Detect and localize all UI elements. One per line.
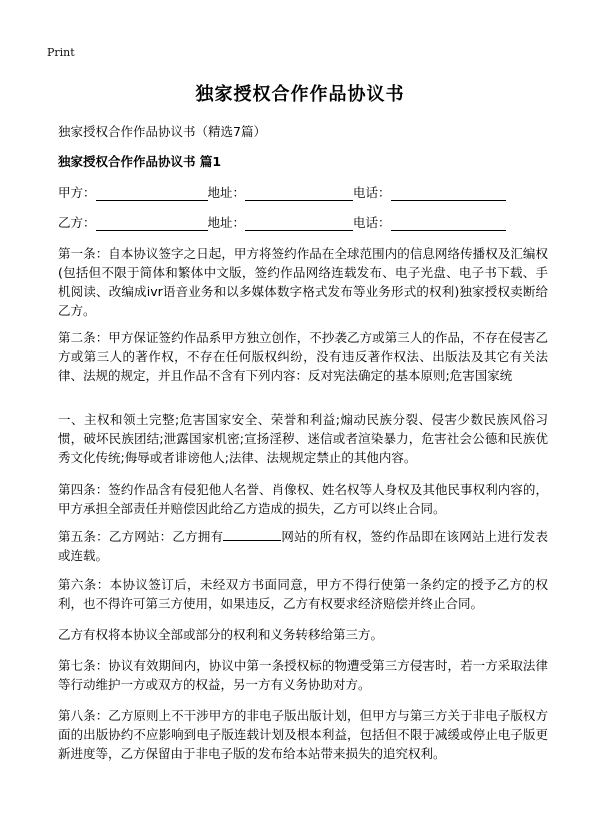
print-link[interactable]: Print bbox=[47, 46, 75, 59]
party-a-label: 甲方： bbox=[58, 185, 96, 200]
clause-5-text-before: 第五条：乙方网站：乙方拥有 bbox=[58, 529, 224, 544]
transfer-clause: 乙方有权将本协议全部或部分的权利和义务转移给第三方。 bbox=[58, 627, 384, 642]
clause-8: 第八条：乙方原则上不干涉甲方的非电子版出版计划，但甲方与第三方关于非电子版权方面的出版协约不应影响到电子版连载计划及根本利益，包括但不限于减缓或停止电子版更新进度等，乙方保留由于非电子版的发布给本站带来损失的追究权利。 bbox=[58, 708, 548, 761]
clause-6: 第六条：本协议签订后，未经双方书面同意，甲方不得行使第一条约定的授予乙方的权利，也不得许可第三方使用，如果违反，乙方有权要求经济赔偿并终止合同。 bbox=[58, 577, 548, 611]
party-b-phone-blank bbox=[391, 216, 506, 231]
party-b-name-blank bbox=[96, 216, 208, 231]
party-a-address-label: 地址： bbox=[207, 185, 246, 200]
clause-1: 第一条：自本协议签字之日起，甲方将签约作品在全球范围内的信息网络传播权及汇编权(包括但不限于简体和繁体中文版，签约作品网络连载发布、电子光盘、电子书下载、手机阅读、改编成ivr语音业务和以多媒体数字格式发布等业务形式的权利)独家授权卖断给乙方。 bbox=[58, 246, 548, 318]
party-a-phone-label: 电话： bbox=[353, 185, 391, 200]
clause-5-text-after: 网站的所有权，签约作品即在该网站上进行发表或连载。 bbox=[58, 529, 548, 563]
party-a-name-blank bbox=[96, 186, 208, 201]
party-b-phone-label: 电话： bbox=[353, 215, 391, 230]
clause-3: 一、主权和领土完整;危害国家安全、荣誉和利益;煽动民族分裂、侵害少数民族风俗习惯，破坏民族团结;泄露国家机密;宣扬淫秽、迷信或者渲染暴力，危害社会公德和民族优秀文化传统;侮辱或者诽谤他人;法律、法规规定禁止的其他内容。 bbox=[58, 412, 548, 465]
party-a-phone-blank bbox=[391, 186, 506, 201]
clause-4: 第四条：签约作品含有侵犯他人名誉、肖像权、姓名权等人身权及其他民事权利内容的，甲方承担全部责任并赔偿因此给乙方造成的损失，乙方可以终止合同。 bbox=[58, 482, 548, 516]
clause-2: 第二条：甲方保证签约作品系甲方独立创作，不抄袭乙方或第三人的作品，不存在侵害乙方或第三人的著作权，不存在任何版权纠纷，没有违反著作权法、出版法及其它有关法律、法规的规定，并且作品不含有下列内容：反对宪法确定的基本原则;危害国家统 bbox=[58, 330, 548, 383]
website-name-blank bbox=[223, 528, 281, 541]
document-title: 独家授权合作作品协议书 bbox=[195, 84, 405, 105]
clause-7: 第七条：协议有效期间内，协议中第一条授权标的物遭受第三方侵害时，若一方采取法律等行动维护一方或双方的权益，另一方有义务协助对方。 bbox=[58, 658, 548, 692]
party-b-address-label: 地址： bbox=[207, 215, 246, 230]
party-a-row bbox=[58, 183, 506, 201]
party-b-label: 乙方： bbox=[58, 215, 96, 230]
section-heading: 独家授权合作作品协议书 篇1 bbox=[58, 154, 222, 169]
party-b-row bbox=[58, 213, 506, 231]
clause-5 bbox=[58, 527, 548, 565]
party-b-address-blank bbox=[245, 216, 353, 231]
party-a-address-blank bbox=[245, 186, 353, 201]
document-subtitle: 独家授权合作作品协议书（精选7篇） bbox=[58, 124, 266, 139]
